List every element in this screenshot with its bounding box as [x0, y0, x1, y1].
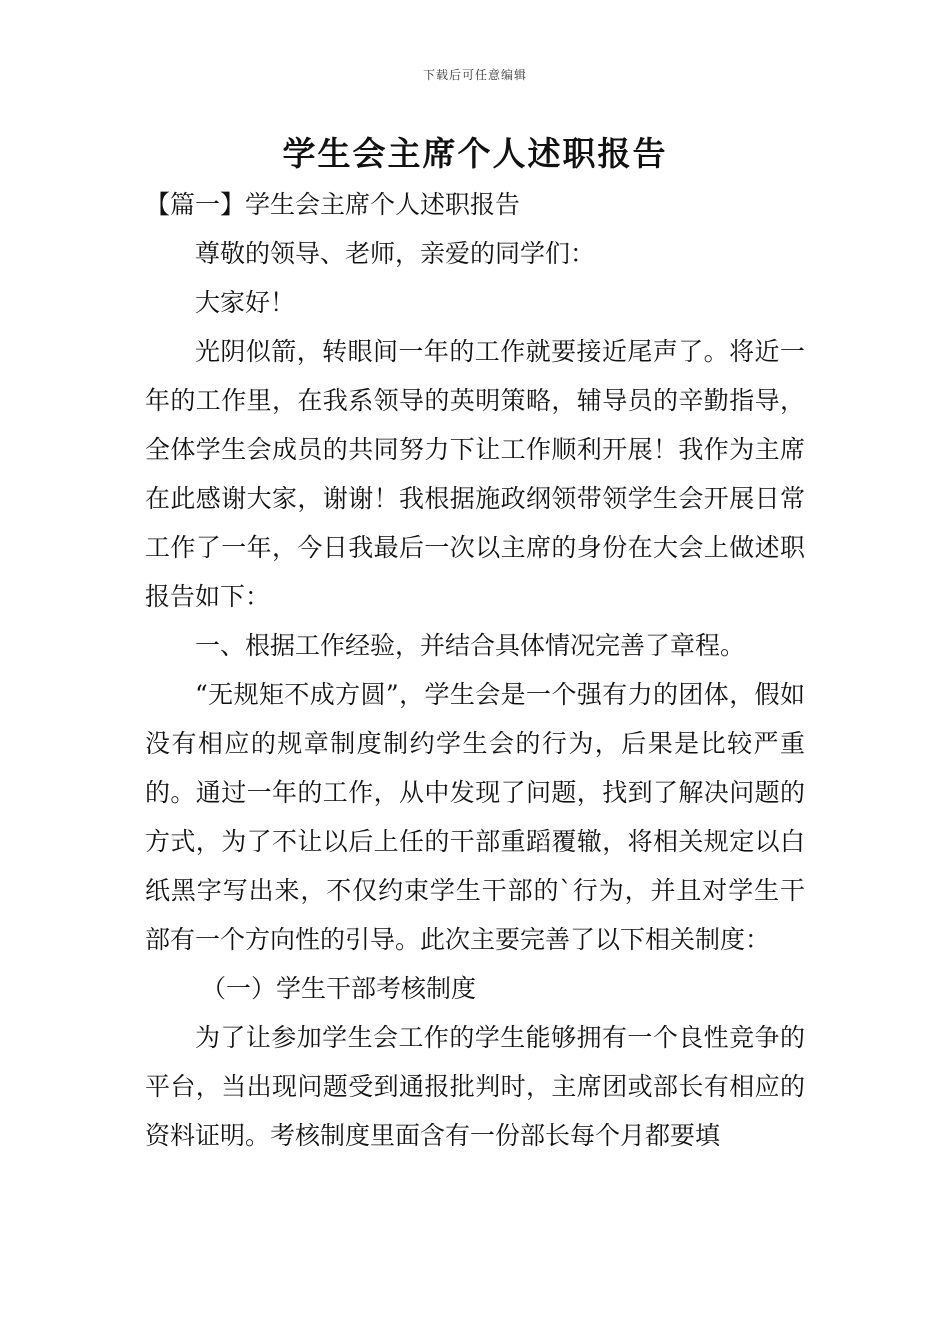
greeting: 大家好！ — [195, 288, 296, 317]
paragraph: 光阴似箭，转眼间一年的工作就要接近尾声了。将近一年的工作里，在我系领导的英明策略，辅导员的辛勤指导，全体学生会成员的共同努力下让工作顺利开展！我作为主席在此感谢大家，谢谢！我根据施政纲领带领学生会开展日常工作了一年，今日我最后一次以主席的身份在大会上做述职报告如下： — [145, 337, 805, 611]
point-heading: 一、根据工作经验，并结合具体情况完善了章程。 — [195, 631, 746, 660]
document-body — [145, 180, 805, 1160]
paragraph: 为了让参加学生会工作的学生能够拥有一个良性竞争的平台，当出现问题受到通报批判时，主席团或部长有相应的资料证明。考核制度里面含有一份部长每个月都要填 — [145, 1023, 805, 1150]
paragraph: “无规矩不成方圆”，学生会是一个强有力的团体，假如没有相应的规章制度制约学生会的行为，后果是比较严重的。通过一年的工作，从中发现了问题，找到了解决问题的方式，为了不让以后上任的干部重蹈覆辙，将相关规定以白纸黑字写出来，不仅约束学生干部的`行为，并且对学生干部有一个方向性的引导。此次主要完善了以下相关制度： — [145, 680, 805, 954]
section-heading: 【篇一】学生会主席个人述职报告 — [145, 190, 521, 219]
document-title: 学生会主席个人述职报告 — [282, 134, 668, 173]
salutation: 尊敬的领导、老师，亲爱的同学们： — [195, 239, 596, 268]
subpoint-heading: （一）学生干部考核制度 — [201, 974, 477, 1003]
header-note: 下载后可任意编辑 — [422, 68, 527, 82]
